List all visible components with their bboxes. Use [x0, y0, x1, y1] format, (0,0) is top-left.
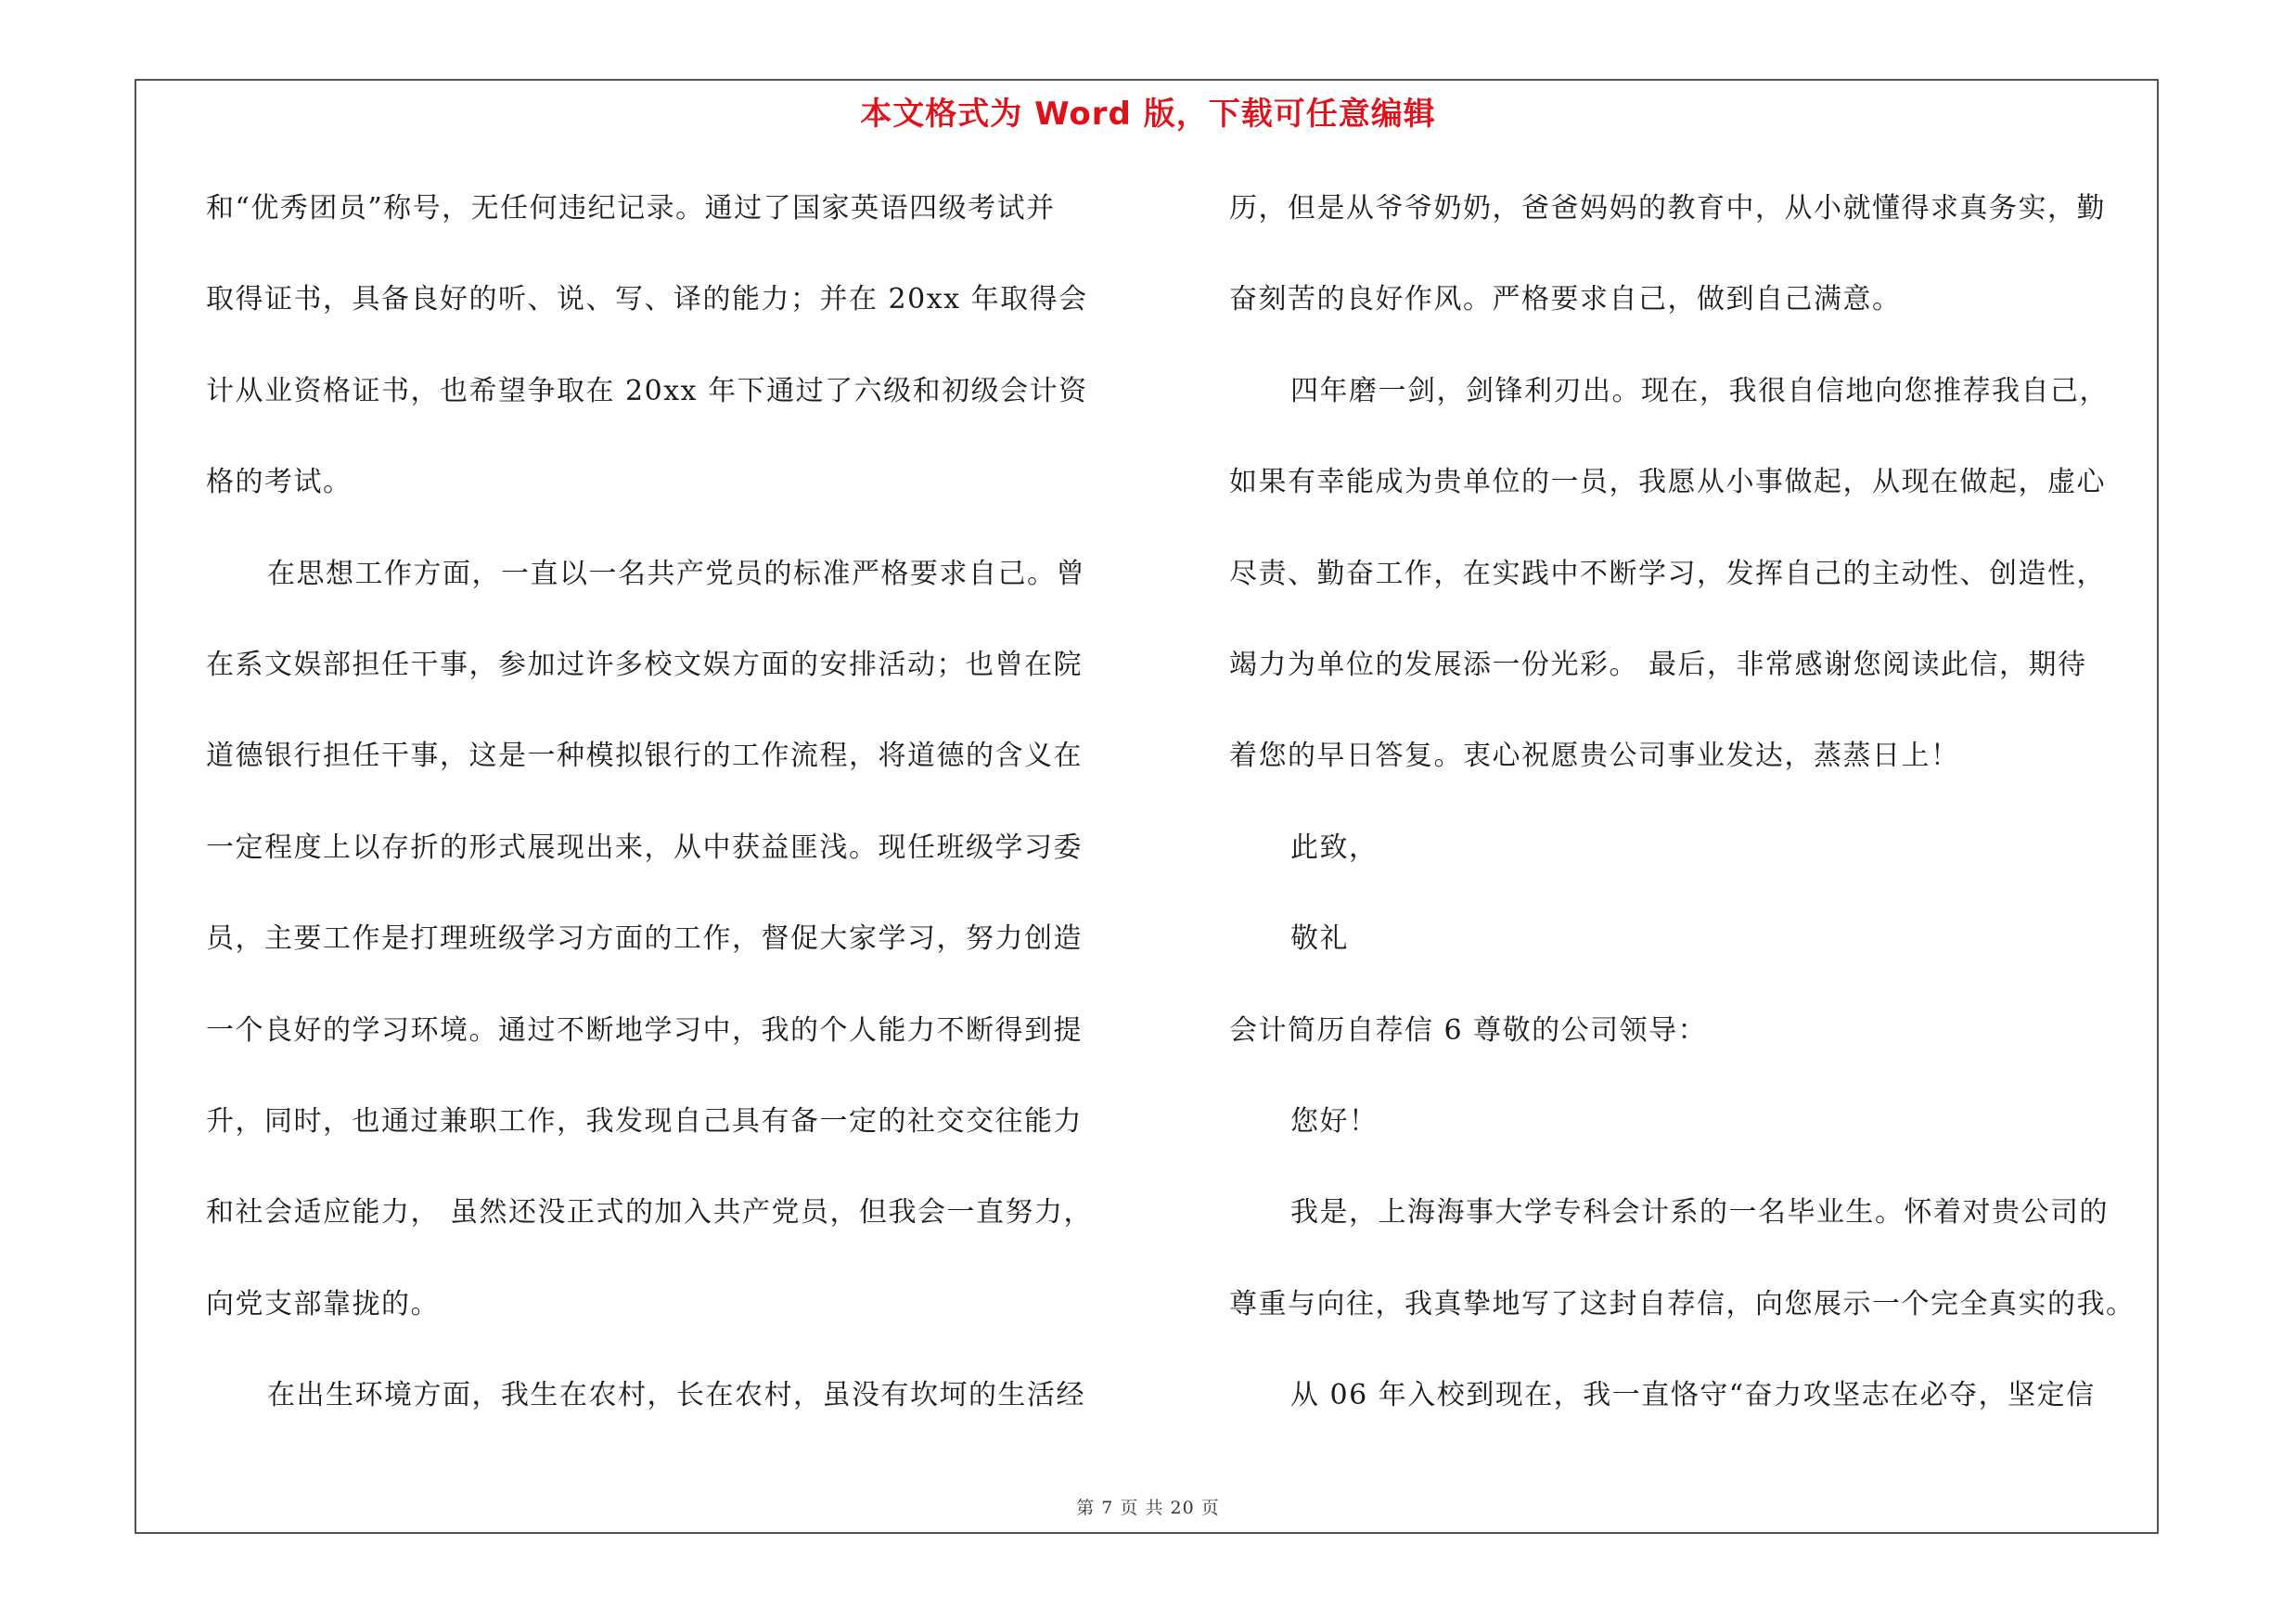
text-line: 我是，上海海事大学专科会计系的一名毕业生。怀着对贵公司的 [1290, 1196, 2109, 1230]
text-line: 此致， [1290, 831, 1379, 864]
text-line: 着您的早日答复。衷心祝愿贵公司事业发达，蒸蒸日上！ [1229, 740, 1960, 773]
text-line: 取得证书，具备良好的听、说、写、译的能力；并在 20xx 年取得会 [206, 283, 1088, 316]
text-line: 在系文娱部担任干事，参加过许多校文娱方面的安排活动；也曾在院 [206, 649, 1083, 681]
text-line: 您好！ [1290, 1105, 1379, 1138]
text-line: 和社会适应能力， 虽然还没正式的加入共产党员，但我会一直努力， [206, 1196, 1094, 1230]
word-format-banner: 本文格式为 Word 版，下载可任意编辑 [860, 96, 1436, 133]
text-line: 一个良好的学习环境。通过不断地学习中，我的个人能力不断得到提 [206, 1013, 1083, 1047]
text-line: 如果有幸能成为贵单位的一员，我愿从小事做起，从现在做起，虚心 [1229, 466, 2106, 499]
text-line: 计从业资格证书，也希望争取在 20xx 年下通过了六级和初级会计资 [206, 374, 1088, 407]
text-line: 奋刻苦的良好作风。严格要求自己，做到自己满意。 [1229, 283, 1902, 316]
text-line: 和“优秀团员”称号，无任何违纪记录。通过了国家英语四级考试并 [206, 192, 1056, 225]
text-line: 升，同时，也通过兼职工作，我发现自己具有备一定的社交交往能力 [206, 1105, 1083, 1138]
text-line: 道德银行担任干事，这是一种模拟银行的工作流程，将道德的含义在 [206, 740, 1083, 773]
text-line: 从 06 年入校到现在，我一直恪守“奋力攻坚志在必夺，坚定信 [1290, 1379, 2096, 1412]
text-line: 员，主要工作是打理班级学习方面的工作，督促大家学习，努力创造 [206, 922, 1083, 956]
text-line: 会计简历自荐信 6 尊敬的公司领导： [1229, 1013, 1708, 1047]
text-line: 格的考试。 [206, 466, 353, 499]
text-line: 竭力为单位的发展添一份光彩。 最后，非常感谢您阅读此信，期待 [1229, 649, 2087, 681]
text-line: 四年磨一剑，剑锋利刃出。现在，我很自信地向您推荐我自己， [1290, 374, 2109, 407]
text-line: 在思想工作方面，一直以一名共产党员的标准严格要求自己。曾 [267, 557, 1085, 590]
text-line: 向党支部靠拢的。 [206, 1287, 440, 1320]
text-line: 敬礼 [1290, 922, 1349, 956]
page-number-footer: 第 7 页 共 20 页 [1076, 1498, 1220, 1518]
text-line: 历，但是从爷爷奶奶，爸爸妈妈的教育中，从小就懂得求真务实，勤 [1229, 192, 2106, 225]
text-line: 一定程度上以存折的形式展现出来，从中获益匪浅。现任班级学习委 [206, 831, 1083, 864]
text-line: 在出生环境方面，我生在农村，长在农村，虽没有坎坷的生活经 [267, 1379, 1085, 1412]
text-line: 尊重与向往，我真挚地写了这封自荐信，向您展示一个完全真实的我。 [1229, 1287, 2136, 1320]
text-line: 尽责、勤奋工作，在实践中不断学习，发挥自己的主动性、创造性， [1229, 557, 2106, 590]
